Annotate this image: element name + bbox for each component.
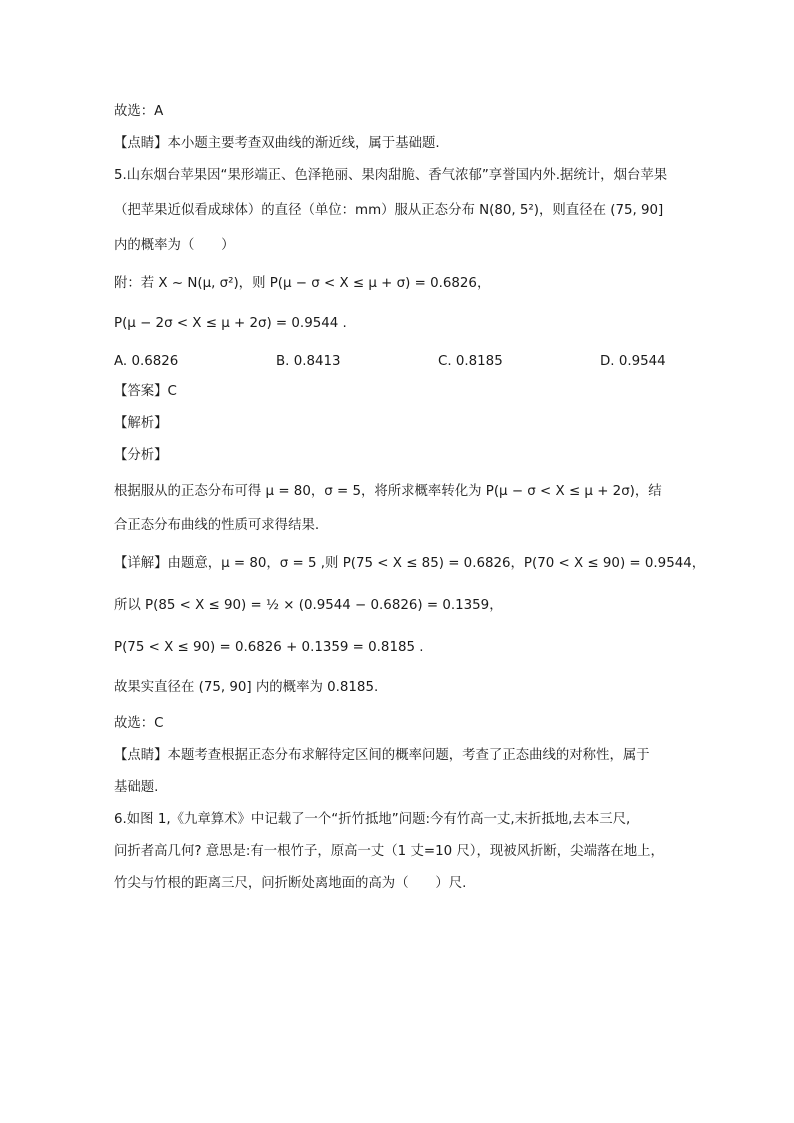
text-line-17: 故选：C <box>114 716 164 731</box>
answer-option-a: A. 0.6826 <box>114 354 179 369</box>
text-line-11: 根据服从的正态分布可得 μ = 80，σ = 5，将所求概率转化为 P(μ − σ < X ≤ μ + 2σ)，结 <box>114 484 662 499</box>
text-line-3: 5.山东烟台苹果因“果形端正、色泽艳丽、果肉甜脆、香气浓郁”享誉国内外.据统计，烟台苹果 <box>114 168 668 183</box>
text-line-22: 竹尖与竹根的距离三尺，问折断处离地面的高为（ ）尺. <box>114 876 467 891</box>
text-line-12: 合正态分布曲线的性质可求得结果. <box>114 518 320 533</box>
text-line-16: 故果实直径在 (75, 90] 内的概率为 0.8185. <box>114 680 379 695</box>
text-line-7: P(μ − 2σ < X ≤ μ + 2σ) = 0.9544 . <box>114 316 347 331</box>
answer-option-d: D. 0.9544 <box>600 354 666 369</box>
text-line-14: 所以 P(85 < X ≤ 90) = ½ × (0.9544 − 0.6826) = 0.1359， <box>114 598 503 613</box>
text-line-10: 【分析】 <box>114 448 168 463</box>
text-line-19: 基础题. <box>114 780 159 795</box>
text-line-5: 内的概率为（ ） <box>114 238 235 253</box>
answer-option-c: C. 0.8185 <box>438 354 503 369</box>
text-line-18: 【点睛】本题考查根据正态分布求解待定区间的概率问题，考查了正态曲线的对称性，属于 <box>114 748 650 763</box>
text-line-20: 6.如图 1,《九章算术》中记载了一个“折竹抵地”问题:今有竹高一丈,末折抵地,去本三尺, <box>114 812 631 827</box>
text-line-2: 【点睛】本小题主要考查双曲线的渐近线，属于基础题. <box>114 136 440 151</box>
text-line-15: P(75 < X ≤ 90) = 0.6826 + 0.1359 = 0.8185 . <box>114 640 424 655</box>
text-line-9: 【解析】 <box>114 416 168 431</box>
text-line-6: 附：若 X ~ N(μ, σ²)，则 P(μ − σ < X ≤ μ + σ) = 0.6826， <box>114 276 491 291</box>
text-line-21: 问折者高几何? 意思是:有一根竹子，原高一丈（1 丈=10 尺），现被风折断，尖端落在地上， <box>114 844 664 859</box>
text-line-4: （把苹果近似看成球体）的直径（单位：mm）服从正态分布 N(80, 5²)，则直径在 (75, 90] <box>114 203 664 218</box>
text-line-8: 【答案】C <box>114 384 177 399</box>
text-line-1: 故选：A <box>114 104 164 119</box>
answer-option-b: B. 0.8413 <box>276 354 341 369</box>
text-line-13: 【详解】由题意，μ = 80，σ = 5 ,则 P(75 < X ≤ 85) = 0.6826，P(70 < X ≤ 90) = 0.9544， <box>114 556 706 571</box>
